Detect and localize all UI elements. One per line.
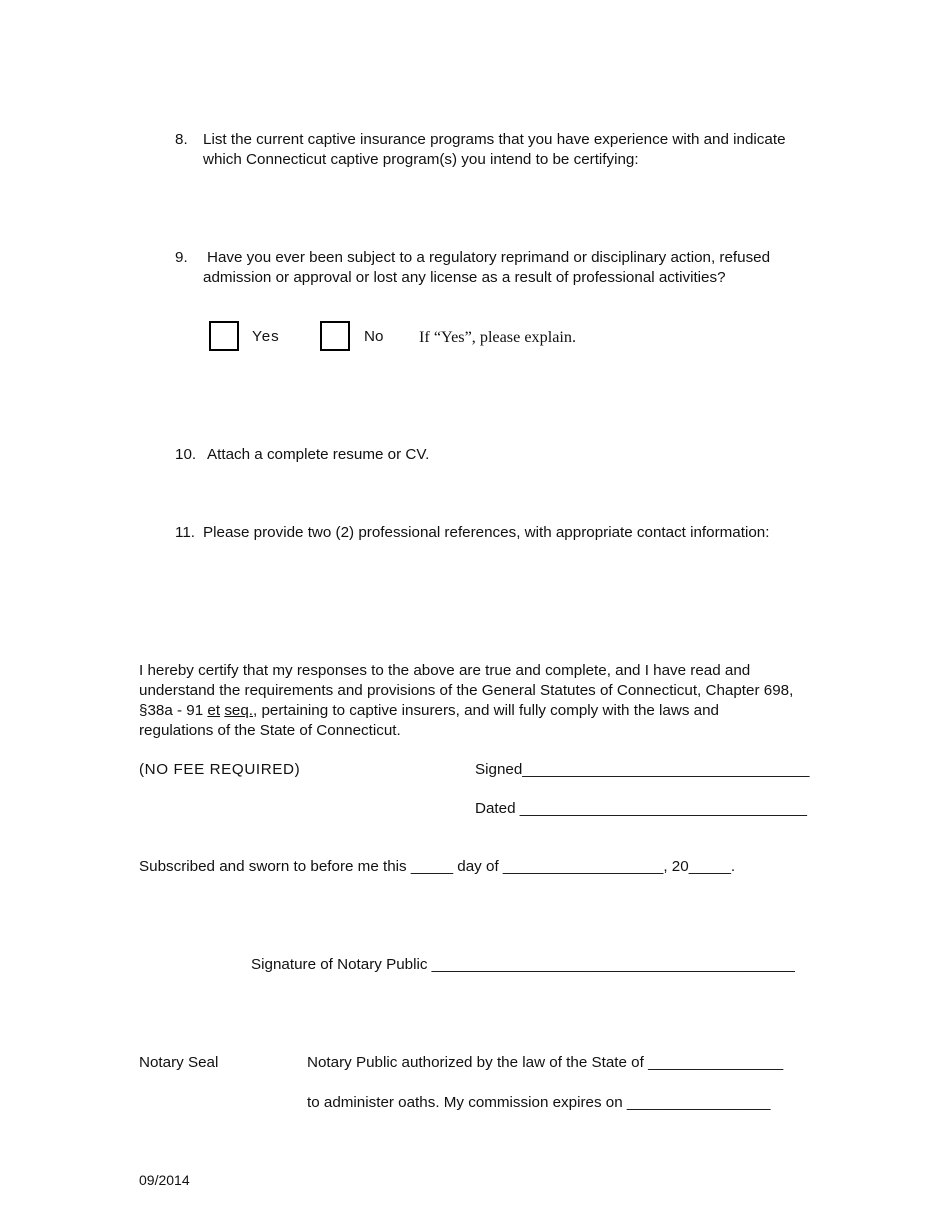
yes-checkbox[interactable]	[209, 321, 239, 351]
question-8-line-2: which Connecticut captive program(s) you intend to be certifying:	[203, 151, 639, 168]
question-9-number: 9.	[175, 249, 188, 266]
certification-line-2: understand the requirements and provisions of the General Statutes of Connecticut, Chapter 698,	[139, 682, 794, 699]
question-9-line-2: admission or approval or lost any license as a result of professional activities?	[203, 269, 726, 286]
yes-label: Yes	[252, 328, 280, 345]
no-label: No	[364, 328, 384, 345]
dated-line[interactable]: Dated __________________________________	[475, 800, 807, 817]
certification-line-3-rest: , pertaining to captive insurers, and will fully comply with the laws and	[253, 702, 720, 719]
certification-line-1: I hereby certify that my responses to the above are true and complete, and I have read and	[139, 662, 751, 679]
seq-text: seq.	[224, 702, 254, 719]
question-8-number: 8.	[175, 131, 188, 148]
subscribed-line[interactable]: Subscribed and sworn to before me this _____ day of ___________________, 20_____.	[139, 858, 736, 875]
notary-seal-label: Notary Seal	[139, 1054, 219, 1071]
footer-date: 09/2014	[139, 1172, 190, 1188]
no-checkbox[interactable]	[320, 321, 350, 351]
certification-line-4: regulations of the State of Connecticut.	[139, 722, 401, 739]
question-11-number: 11.	[175, 524, 195, 541]
question-9-line-1: Have you ever been subject to a regulatory reprimand or disciplinary action, refused	[207, 249, 771, 266]
question-8-line-1: List the current captive insurance programs that you have experience with and indicate	[203, 131, 786, 148]
question-10-text: Attach a complete resume or CV.	[207, 446, 430, 463]
fee-note: (NO FEE REQUIRED)	[139, 761, 301, 778]
notary-oaths-line[interactable]: to administer oaths. My commission expires on _________________	[307, 1094, 771, 1111]
question-10-number: 10.	[175, 446, 197, 463]
explain-instruction: If “Yes”, please explain.	[419, 328, 577, 346]
et-text: et	[207, 702, 221, 719]
statute-reference: §38a - 91	[139, 702, 208, 719]
certification-line-3	[139, 701, 719, 721]
signed-line[interactable]: Signed__________________________________	[475, 761, 810, 778]
notary-authorized-line[interactable]: Notary Public authorized by the law of the State of ________________	[307, 1054, 784, 1071]
question-11-text: Please provide two (2) professional references, with appropriate contact information:	[203, 524, 770, 541]
notary-signature-line[interactable]: Signature of Notary Public ___________________________________________	[251, 956, 795, 973]
